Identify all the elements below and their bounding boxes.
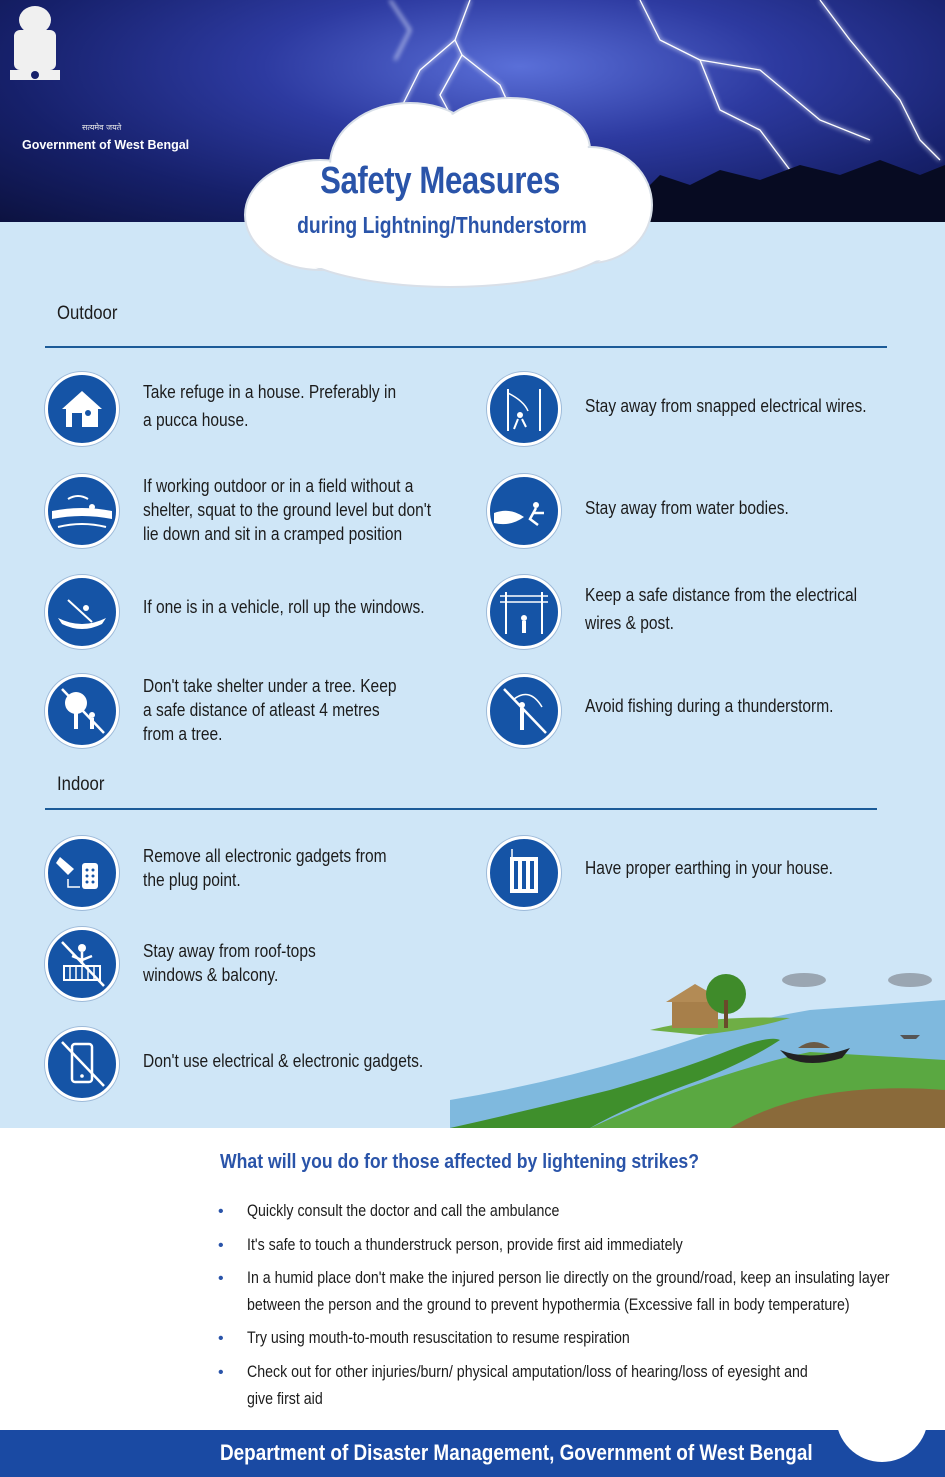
rural-landscape-illustration: [450, 960, 945, 1128]
footer-text: Department of Disaster Management, Government of West Bengal: [220, 1440, 813, 1465]
plug-gadget-icon: [45, 836, 119, 910]
bullet-icon: •: [218, 1237, 224, 1254]
bullet-icon: •: [218, 1203, 224, 1220]
no-balcony-icon: [45, 927, 119, 1001]
no-phone-icon: [45, 1027, 119, 1101]
item-text: Don't take shelter under a tree. Keep a safe distance of atleast 4 metres from a tree.: [143, 675, 397, 744]
item-text: Remove all electronic gadgets from the plug point.: [143, 845, 387, 890]
snapped-wire-icon: [487, 372, 561, 446]
page-subtitle: during Lightning/Thunderstorm: [297, 212, 587, 238]
earthing-building-icon: [487, 836, 561, 910]
electric-post-icon: [487, 575, 561, 649]
poster: सत्यमेव जयते Government of West Bengal Safety Measures during Lightning/Thunderstorm Outdoor Take refuge in a house. Preferably in a pucca house. If working outdoor or in a field without a shelter, squat to the ground level but don't lie down and sit in a cramped position If one is in a vehicle, roll up the windows. Don't take shelter under a tree. Keep a safe distance of atleast 4 metres from a tree. Stay away from snapped electrical wires. Stay away from water bodies. Keep a safe distance from the electrical wires & post. Avoid fishing during a thunderstorm. Indoor Remove all electronic gadgets from the plug point. Stay away from roof-tops windows & balcony. Don't use electrical & electronic gadgets. Have proper earthing in your house. What will you do for those affected by lightening strikes? • Quickly consult the doctor and call the ambulance • It's safe to touch a thunderstruck person, provide first aid immediately • In a humid place don't make the injured person lie directly on the ground/road, keep an insulating layer between the person and the ground to prevent hypothermia (Excessive fall in body temperature) • Try using mouth-to-mouth resuscitation to resume respiration • Check out for other injuries/burn/ physical amputation/loss of hearing/loss of eyesight and give first aid Department of Disaster Management, Government of West Bengal: [0, 0, 945, 1477]
bullet-icon: •: [218, 1330, 224, 1347]
state-emblem-icon: [0, 0, 70, 110]
section-divider: [45, 808, 877, 810]
bullet-icon: •: [218, 1364, 224, 1381]
page-title: Safety Measures: [320, 160, 560, 202]
emblem-motto: सत्यमेव जयते: [82, 123, 122, 132]
bullet-icon: •: [218, 1270, 224, 1287]
item-text: Stay away from roof-tops windows & balcony.: [143, 940, 316, 985]
item-text: Have proper earthing in your house.: [585, 857, 833, 878]
section-label-indoor: Indoor: [57, 774, 105, 795]
item-text: If working outdoor or in a field without a shelter, squat to the ground level but don't lie down and sit in a cramped position: [143, 475, 432, 544]
no-fishing-icon: [487, 674, 561, 748]
item-text: Take refuge in a house. Preferably in a pucca house.: [143, 381, 397, 430]
vehicle-boat-icon: [45, 575, 119, 649]
water-body-icon: [487, 474, 561, 548]
first-aid-heading: What will you do for those affected by lightening strikes?: [220, 1150, 699, 1173]
item-text: Don't use electrical & electronic gadgets.: [143, 1050, 424, 1071]
item-text: Stay away from snapped electrical wires.: [585, 395, 867, 416]
item-text: Keep a safe distance from the electrical wires & post.: [585, 584, 858, 633]
item-text: Avoid fishing during a thunderstorm.: [585, 695, 834, 716]
footer-decoration: [836, 1370, 928, 1462]
section-divider: [45, 346, 887, 348]
section-label-outdoor: Outdoor: [57, 303, 118, 324]
house-icon: [45, 372, 119, 446]
item-text: If one is in a vehicle, roll up the windows.: [143, 596, 425, 617]
item-text: Stay away from water bodies.: [585, 497, 789, 518]
government-label: Government of West Bengal: [22, 138, 190, 152]
no-tree-shelter-icon: [45, 674, 119, 748]
squatting-field-icon: [45, 474, 119, 548]
